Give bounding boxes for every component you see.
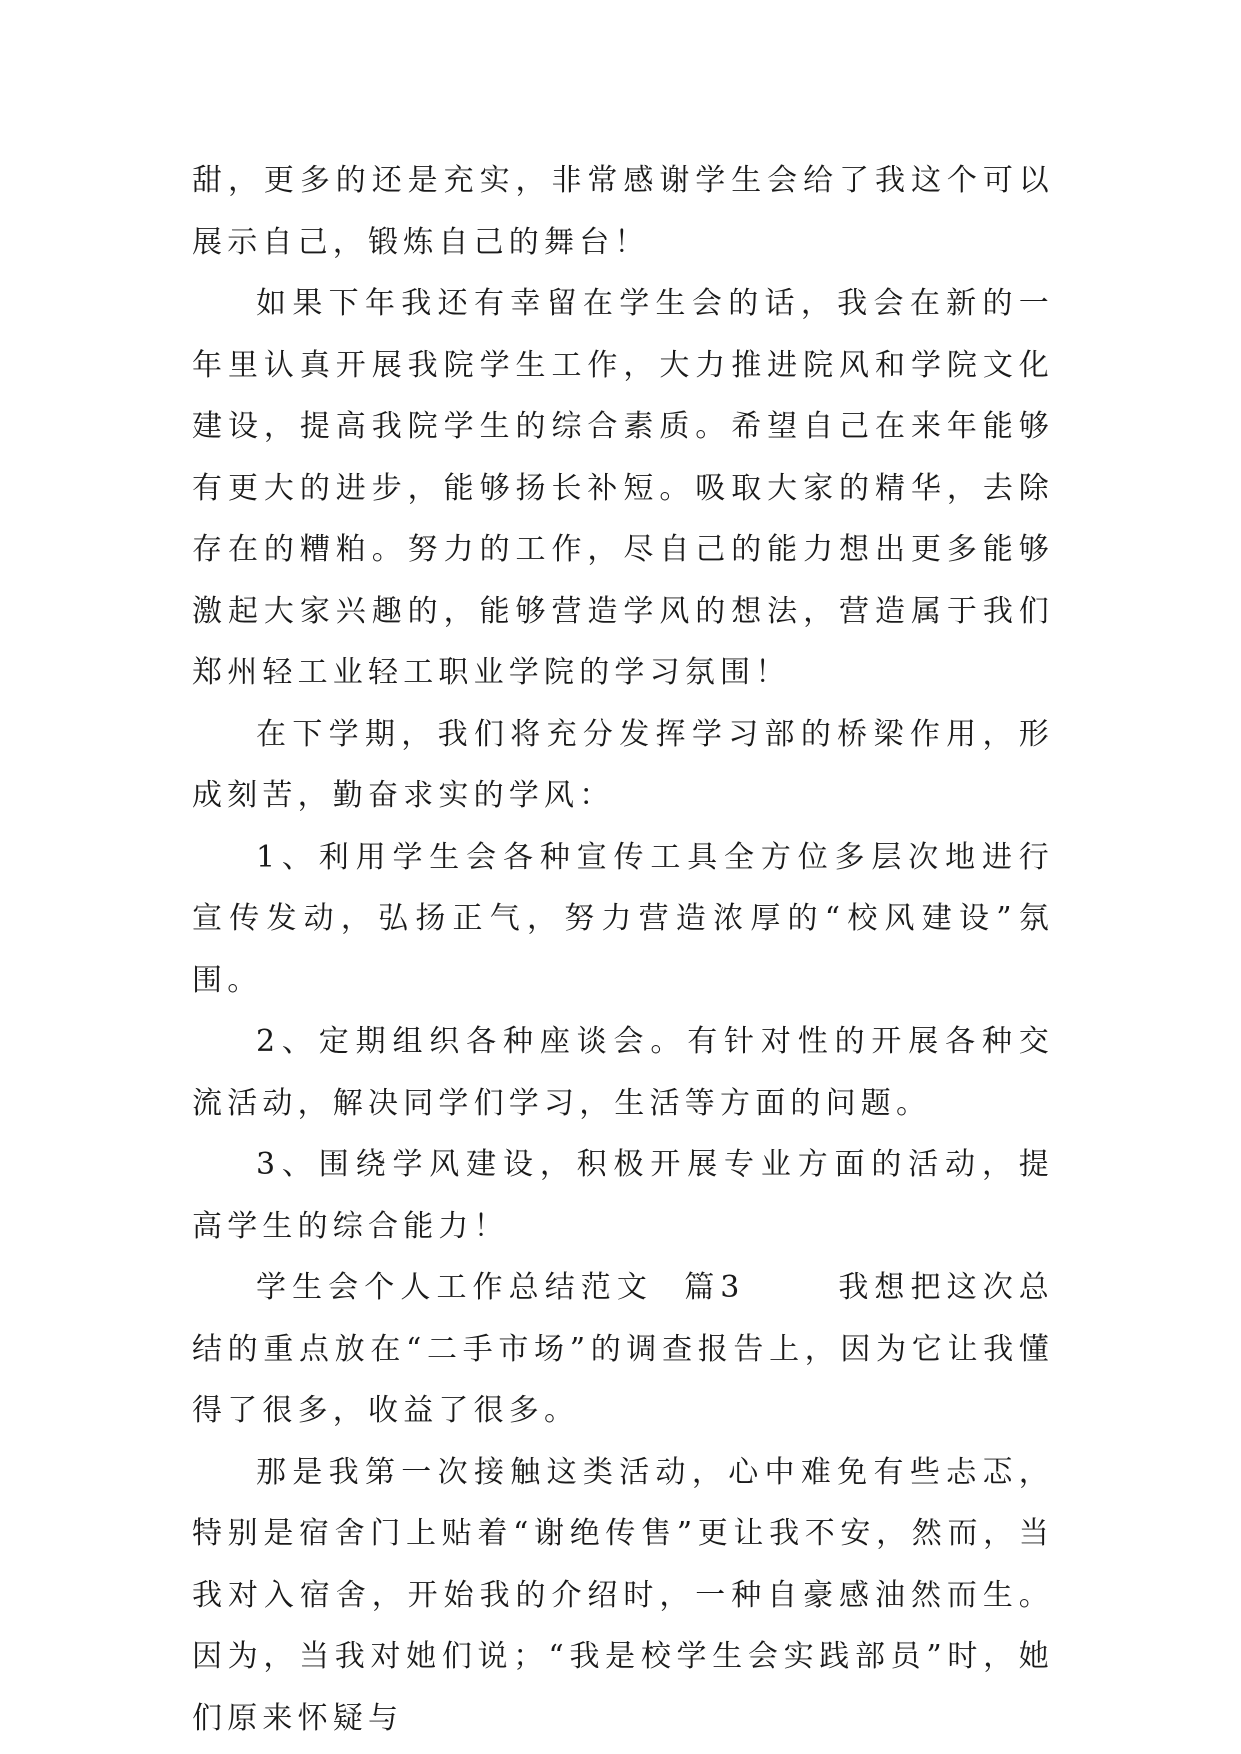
section-paragraph [192,1257,1054,1442]
document-body [192,150,1054,1749]
closing-paragraph: 那是我第一次接触这类活动，心中难免有些忐忑，特别是宿舍门上贴着“谢绝传售”更让我不安，然而，当我对入宿舍，开始我的介绍时，一种自豪感油然而生。因为，当我对她们说；“我是校学生会实践部员”时，她们原来怀疑与 [192,1454,1054,1736]
section-text: 我想把这次总结的重点放在“二手市场”的调查报告上，因为它让我懂得了很多，收益了很多。 [192,1270,1054,1428]
list-item-1: 1、利用学生会各种宣传工具全方位多层次地进行宣传发动，弘扬正气，努力营造浓厚的“校风建设”氛围。 [192,839,1054,998]
section-heading: 学生会个人工作总结范文 篇3 [256,1270,745,1305]
section-gap [745,1270,839,1305]
paragraph-3: 在下学期，我们将充分发挥学习部的桥梁作用，形成刻苦，勤奋求实的学风： [192,716,1054,813]
list-item-3: 3、围绕学风建设，积极开展专业方面的活动，提高学生的综合能力！ [192,1147,1054,1244]
paragraph-2: 如果下年我还有幸留在学生会的话，我会在新的一年里认真开展我院学生工作，大力推进院风和学院文化建设，提高我院学生的综合素质。希望自己在来年能够有更大的进步，能够扬长补短。吸取大家的精华，去除存在的糟粕。努力的工作，尽自己的能力想出更多能够激起大家兴趣的，能够营造学风的想法，营造属于我们郑州轻工业轻工职业学院的学习氛围！ [192,286,1054,690]
list-item-2: 2、定期组织各种座谈会。有针对性的开展各种交流活动，解决同学们学习，生活等方面的问题。 [192,1024,1054,1121]
paragraph-1: 甜，更多的还是充实，非常感谢学生会给了我这个可以展示自己，锻炼自己的舞台！ [192,163,1054,260]
